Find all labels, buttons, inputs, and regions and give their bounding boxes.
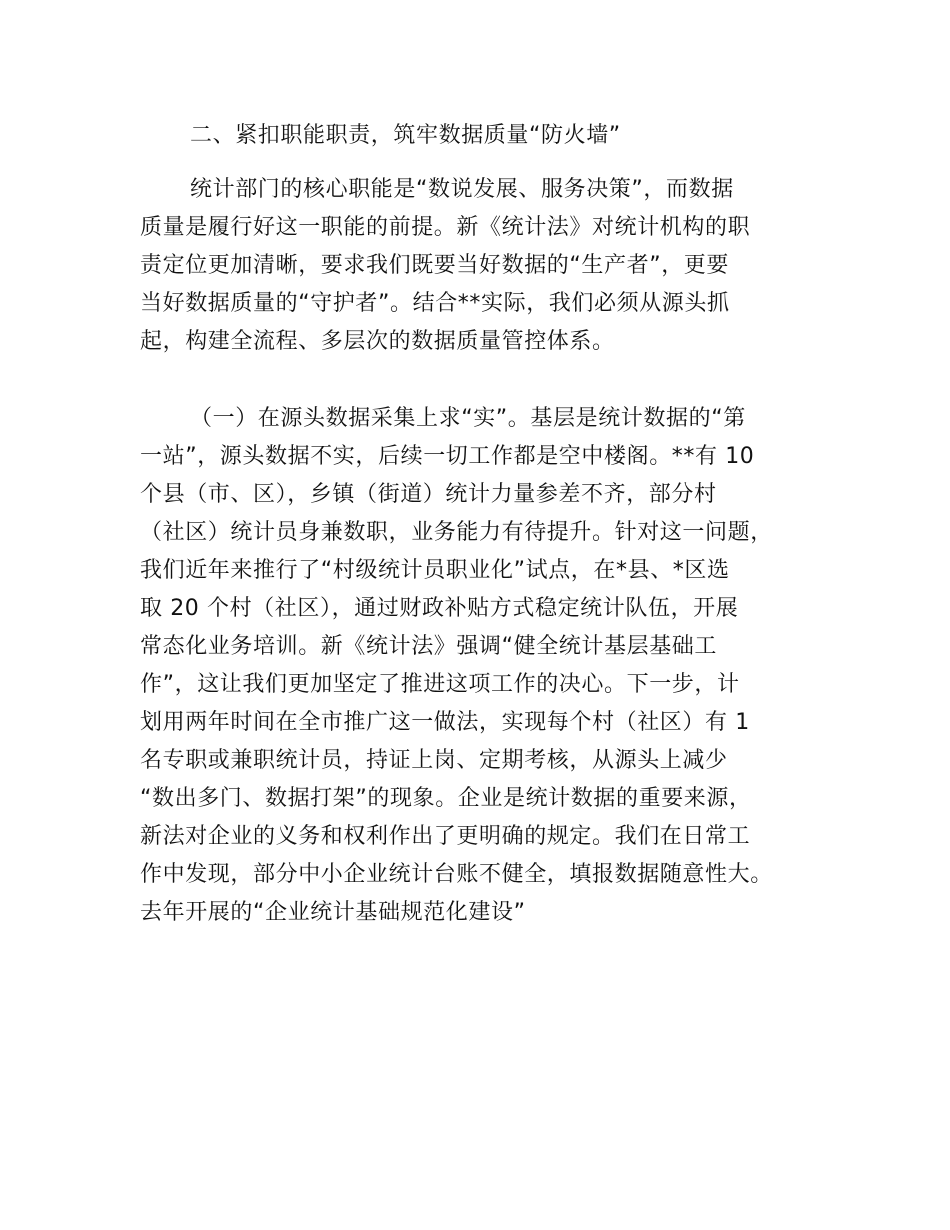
paragraph-2 [140, 400, 830, 932]
paragraph-1-line: 起，构建全流程、多层次的数据质量管控体系。 [140, 329, 615, 354]
paragraph-2-line: 新法对企业的义务和权利作出了更明确的规定。我们在日常工 [140, 824, 751, 849]
paragraph-2-line: （社区）统计员身兼数职，业务能力有待提升。针对这一问题， [140, 520, 773, 545]
paragraph-2-line: 作”，这让我们更加坚定了推进这项工作的决心。下一步，计 [140, 672, 740, 697]
paragraph-1-line: 质量是履行好这一职能的前提。新《统计法》对统计机构的职 [140, 215, 751, 240]
paragraph-2-line: 去年开展的“企业统计基础规范化建设” [140, 900, 526, 925]
paragraph-2-line: 作中发现，部分中小企业统计台账不健全，填报数据随意性大。 [140, 862, 773, 887]
paragraph-1-line: 统计部门的核心职能是“数说发展、服务决策”，而数据 [190, 177, 734, 202]
paragraph-2-line: 取 20 个村（社区），通过财政补贴方式稳定统计队伍，开展 [140, 596, 739, 621]
paragraph-2-line: 划用两年时间在全市推广这一做法，实现每个村（社区）有 1 [140, 710, 750, 735]
paragraph-2-line: 一站”，源头数据不实，后续一切工作都是空中楼阁。**有 10 [140, 444, 755, 469]
paragraph-2-line: 我们近年来推行了“村级统计员职业化”试点，在*县、*区选 [140, 558, 730, 583]
paragraph-2-line: “数出多门、数据打架”的现象。企业是统计数据的重要来源， [140, 786, 752, 811]
paragraph-1-line: 当好数据质量的“守护者”。结合**实际，我们必须从源头抓 [140, 291, 730, 316]
section-heading-block [140, 117, 830, 155]
paragraph-2-line: 常态化业务培训。新《统计法》强调“健全统计基层基础工 [140, 634, 717, 659]
paragraph-1-line: 责定位更加清晰，要求我们既要当好数据的“生产者”，更要 [140, 253, 729, 278]
paragraph-2-line: 名专职或兼职统计员，持证上岗、定期考核，从源头上减少 [140, 748, 728, 773]
paragraph-2-line: 个县（市、区），乡镇（街道）统计力量参差不齐，部分村 [140, 482, 717, 507]
paragraph-1 [140, 171, 830, 361]
paragraph-2-line: （一）在源头数据采集上求“实”。基层是统计数据的“第 [190, 406, 746, 431]
section-heading: 二、紧扣职能职责，筑牢数据质量“防火墙” [190, 123, 621, 148]
